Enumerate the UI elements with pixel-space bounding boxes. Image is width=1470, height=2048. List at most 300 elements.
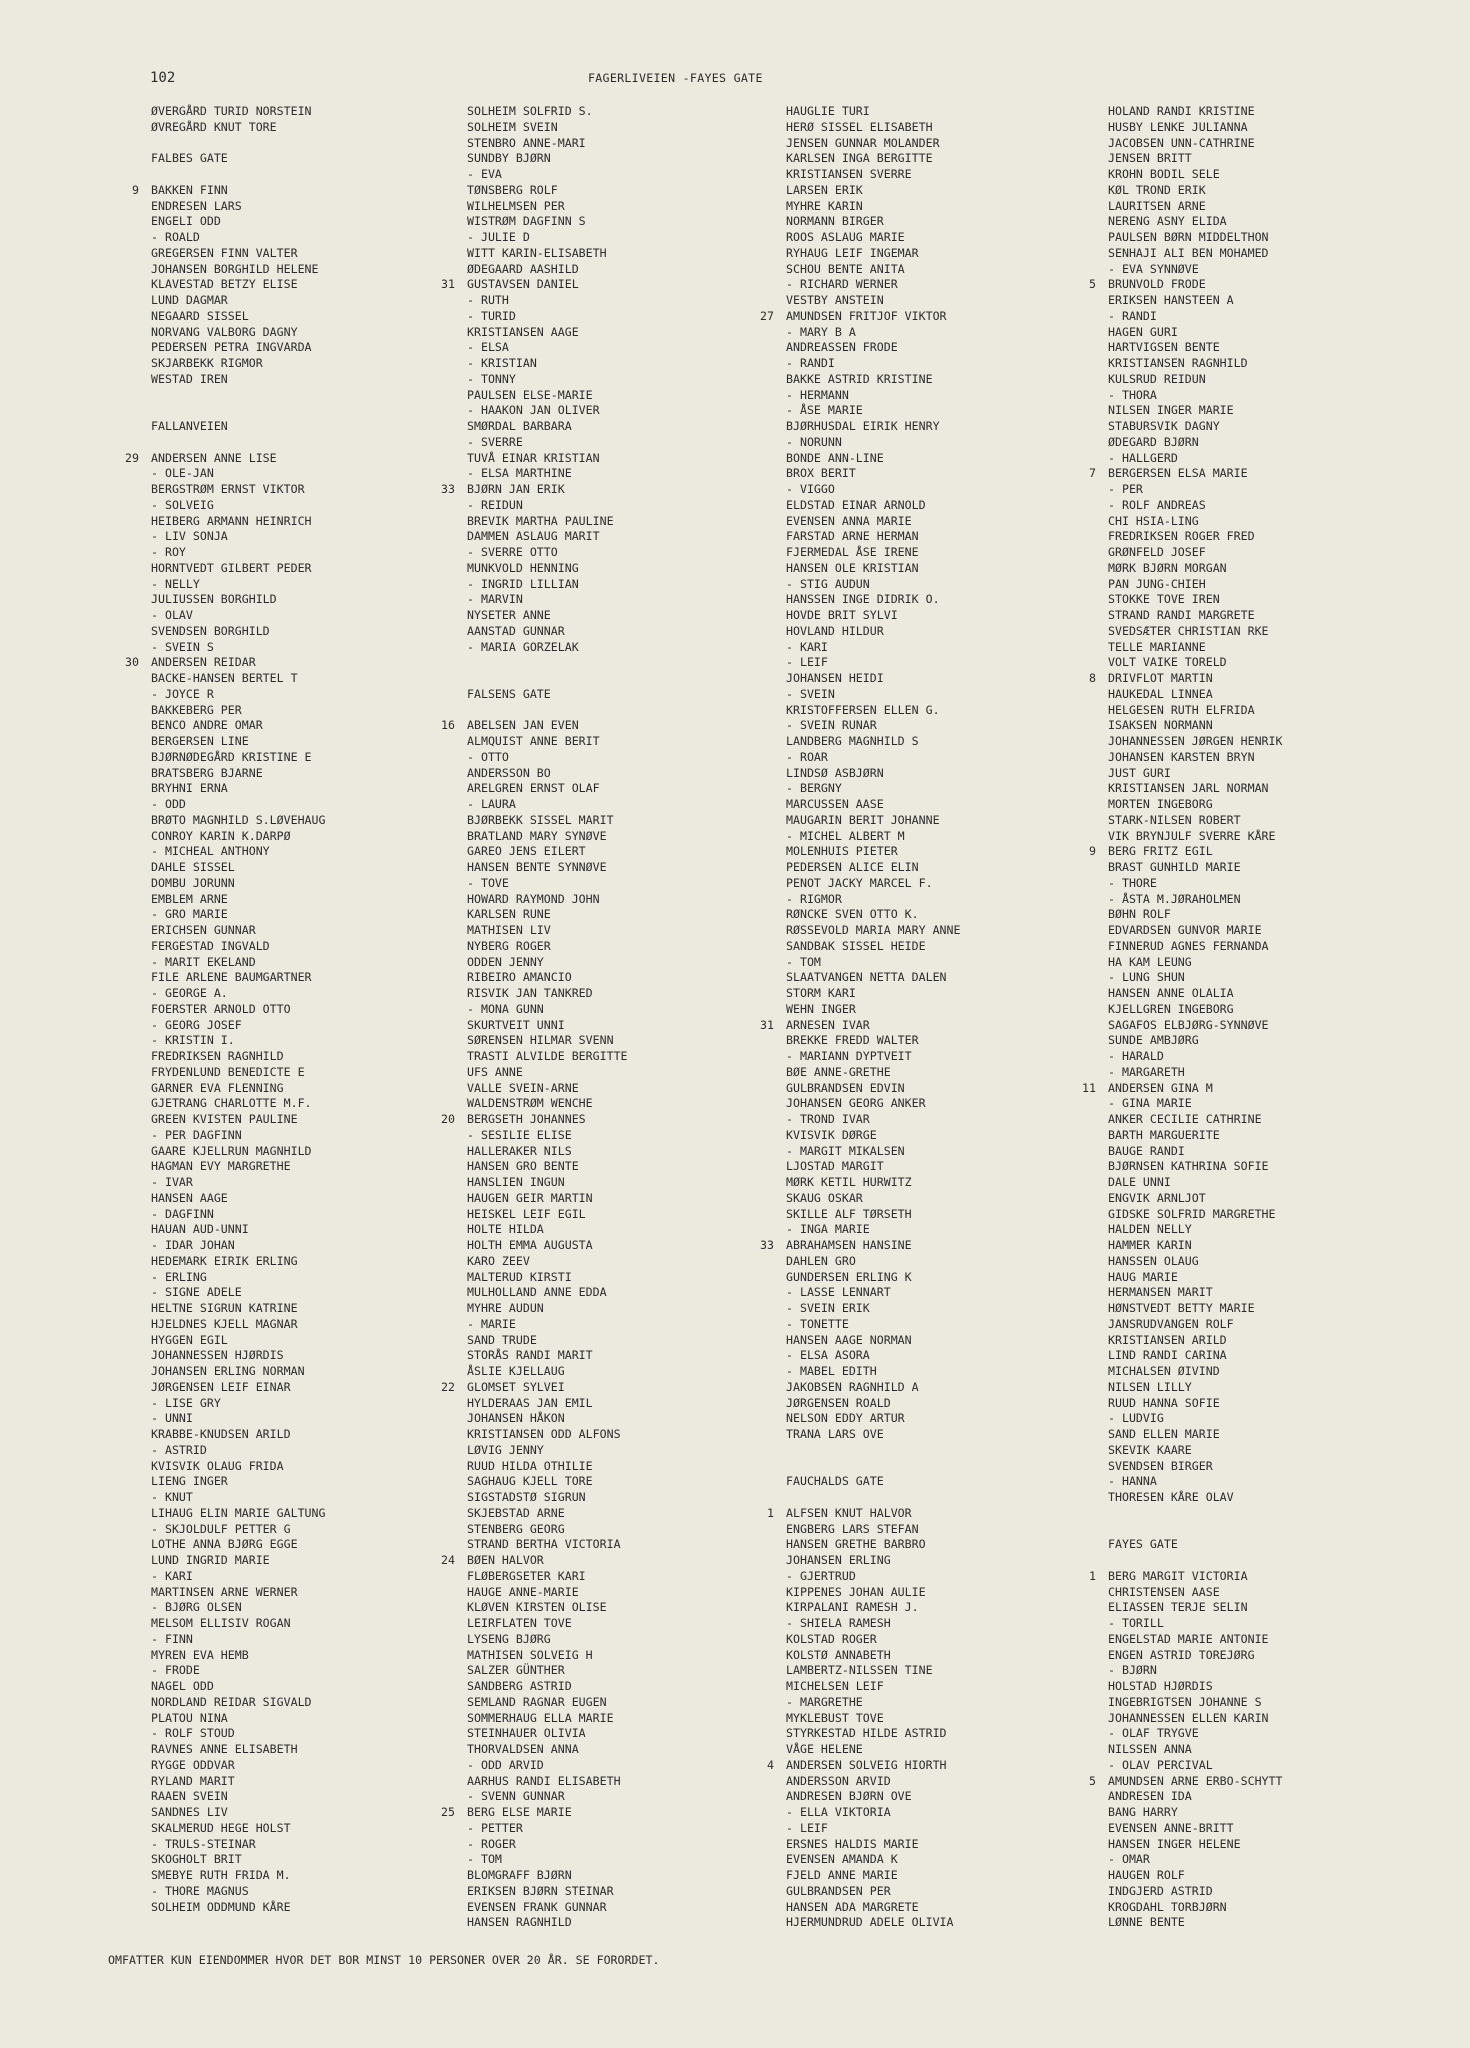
resident-name: ALMQUIST ANNE BERIT <box>467 734 600 748</box>
resident-name: LEIRFLATEN TOVE <box>467 1616 572 1630</box>
resident-name: CHI HSIA-LING <box>1108 513 1199 528</box>
resident-name: - OLAV PERCIVAL <box>1108 1757 1213 1772</box>
resident-entry <box>1072 718 1402 734</box>
resident-entry <box>431 1490 761 1506</box>
resident-name: - FRODE <box>151 1663 200 1678</box>
resident-name: - EVA SYNNØVE <box>1108 261 1199 276</box>
resident-name: CONROY KARIN K.DARPØ <box>151 828 291 843</box>
resident-entry <box>431 561 761 577</box>
resident-name: HARTVIGSEN BENTE <box>1108 340 1220 355</box>
resident-name: BREVIK MARTHA PAULINE <box>467 513 614 528</box>
resident-entry <box>1072 939 1402 955</box>
resident-entry <box>1072 1585 1402 1601</box>
street-heading: FALLANVEIEN <box>151 419 228 433</box>
resident-name: - ODD ARVID <box>467 1757 544 1772</box>
resident-name: JACOBSEN UNN-CATHRINE <box>1108 135 1255 150</box>
resident-name: MORTEN INGEBORG <box>1108 797 1213 811</box>
resident-name: ELDSTAD EINAR ARNOLD <box>786 497 926 512</box>
resident-name: GULBRANDSEN PER <box>786 1883 891 1898</box>
resident-entry <box>431 955 761 971</box>
resident-household-member <box>115 1569 445 1585</box>
resident-entry <box>431 199 761 215</box>
resident-entry <box>431 104 761 120</box>
resident-name: RØNCKE SVEN OTTO K. <box>786 907 919 922</box>
resident-name: FREDRIKSEN RAGNHILD <box>151 1049 284 1063</box>
resident-household-member <box>1072 876 1402 892</box>
resident-entry <box>115 214 445 230</box>
resident-name: JULIUSSEN BORGHILD <box>151 592 277 607</box>
resident-entry <box>431 1585 761 1601</box>
resident-entry <box>431 419 761 435</box>
resident-name: ANDERSEN GINA M <box>1108 1080 1213 1095</box>
resident-name: - KNUT <box>151 1490 193 1504</box>
resident-entry <box>1072 561 1402 577</box>
resident-household-member <box>750 325 1080 341</box>
resident-entry <box>115 514 445 530</box>
resident-name: ARELGREN ERNST OLAF <box>467 781 600 796</box>
resident-entry <box>1072 1112 1402 1128</box>
column-2 <box>431 104 761 1931</box>
resident-name: STENBERG GEORG <box>467 1521 565 1536</box>
resident-entry <box>750 514 1080 530</box>
resident-name: - TRULS-STEINAR <box>151 1836 256 1851</box>
house-number: 31 <box>760 1017 774 1032</box>
resident-household-member <box>750 781 1080 797</box>
resident-name: JOHANNESSEN JØRGEN HENRIK <box>1108 734 1283 748</box>
resident-entry <box>115 1742 445 1758</box>
resident-entry <box>1072 1018 1402 1034</box>
resident-entry <box>431 262 761 278</box>
resident-name: AMUNDSEN ARNE ERBO-SCHYTT <box>1108 1773 1283 1788</box>
resident-entry <box>1072 907 1402 923</box>
resident-name: LANDBERG MAGNHILD S <box>786 734 919 748</box>
resident-household-member <box>431 372 761 388</box>
resident-entry <box>750 120 1080 136</box>
resident-name: - LUDVIG <box>1108 1411 1164 1426</box>
footnote: OMFATTER KUN EIENDOMMER HVOR DET BOR MINST 10 PERSONER OVER 20 ÅR. SE FORORDET. <box>108 1953 660 1967</box>
resident-name: MARTINSEN ARNE WERNER <box>151 1584 298 1599</box>
resident-name: BERGSETH JOHANNES <box>467 1112 586 1126</box>
resident-name: KROGDAHL TORBJØRN <box>1108 1899 1227 1914</box>
resident-household-member <box>115 1238 445 1254</box>
resident-name: LAURITSEN ARNE <box>1108 198 1206 213</box>
resident-entry <box>1072 435 1402 451</box>
resident-entry <box>431 1600 761 1616</box>
resident-household-member <box>750 640 1080 656</box>
resident-household-member <box>115 1270 445 1286</box>
resident-entry <box>750 844 1080 860</box>
resident-name: - SVENN GUNNAR <box>467 1789 565 1804</box>
resident-entry <box>1072 1679 1402 1695</box>
house-number: 5 <box>1089 1773 1096 1788</box>
resident-name: JOHANSEN BORGHILD HELENE <box>151 261 319 276</box>
resident-entry <box>431 1144 761 1160</box>
resident-name: VOLT VAIKE TORELD <box>1108 655 1227 670</box>
resident-entry <box>1072 403 1402 419</box>
resident-entry <box>115 813 445 829</box>
resident-name: - HALLGERD <box>1108 450 1178 465</box>
resident-name: NERENG ASNY ELIDA <box>1108 214 1227 229</box>
resident-entry <box>750 860 1080 876</box>
resident-name: - SHIELA RAMESH <box>786 1616 891 1630</box>
resident-name: HOLAND RANDI KRISTINE <box>1108 104 1255 118</box>
resident-entry <box>431 907 761 923</box>
resident-entry <box>750 1742 1080 1758</box>
resident-entry <box>115 1774 445 1790</box>
resident-entry <box>1072 844 1402 860</box>
resident-entry <box>115 340 445 356</box>
resident-household-member <box>115 687 445 703</box>
resident-name: NILSEN INGER MARIE <box>1108 403 1234 418</box>
resident-name: MØRK BJØRN MORGAN <box>1108 560 1227 575</box>
resident-entry <box>750 545 1080 561</box>
resident-household-member <box>431 1002 761 1018</box>
resident-entry <box>431 781 761 797</box>
resident-entry <box>750 1175 1080 1191</box>
resident-name: ENGELSTAD MARIE ANTONIE <box>1108 1631 1269 1646</box>
resident-entry <box>1072 214 1402 230</box>
resident-name: ENGBERG LARS STEFAN <box>786 1521 919 1536</box>
spacer <box>750 1490 1080 1506</box>
resident-entry <box>750 1537 1080 1553</box>
resident-entry <box>1072 1805 1402 1821</box>
resident-entry <box>1072 120 1402 136</box>
resident-household-member <box>1072 1065 1402 1081</box>
resident-name: JØRGENSEN LEIF EINAR <box>151 1379 291 1394</box>
resident-entry <box>1072 923 1402 939</box>
resident-name: BERG ELSE MARIE <box>467 1805 572 1819</box>
resident-name: ANKER CECILIE CATHRINE <box>1108 1112 1262 1126</box>
resident-entry <box>431 1774 761 1790</box>
resident-name: - ELLA VIKTORIA <box>786 1805 891 1819</box>
resident-name: GUSTAVSEN DANIEL <box>467 277 579 292</box>
resident-entry <box>115 1222 445 1238</box>
resident-name: BONDE ANN-LINE <box>786 450 884 465</box>
resident-entry <box>431 923 761 939</box>
resident-household-member <box>1072 1474 1402 1490</box>
resident-name: - LEIF <box>786 655 828 670</box>
resident-name: HJELDNES KJELL MAGNAR <box>151 1316 298 1331</box>
resident-household-member <box>431 1852 761 1868</box>
resident-entry <box>115 1459 445 1475</box>
resident-household-member <box>750 1301 1080 1317</box>
resident-name: ANDERSEN REIDAR <box>151 655 256 670</box>
resident-entry <box>115 561 445 577</box>
resident-entry <box>750 1553 1080 1569</box>
page-number: 102 <box>150 70 176 86</box>
resident-name: DAHLE SISSEL <box>151 860 235 874</box>
resident-name: LIHAUG ELIN MARIE GALTUNG <box>151 1505 326 1520</box>
resident-household-member <box>115 545 445 561</box>
house-number: 29 <box>125 450 139 465</box>
resident-entry <box>431 1459 761 1475</box>
resident-household-member <box>115 1837 445 1853</box>
resident-entry <box>115 325 445 341</box>
resident-entry <box>115 1805 445 1821</box>
resident-name: STOKKE TOVE IREN <box>1108 592 1220 607</box>
resident-name: SOLHEIM ODDMUND KÅRE <box>151 1899 291 1914</box>
resident-entry <box>115 624 445 640</box>
resident-entry <box>1072 151 1402 167</box>
resident-name: - SVEIN <box>786 686 835 701</box>
resident-name: HAGMAN EVY MARGRETHE <box>151 1159 291 1174</box>
resident-household-member <box>1072 262 1402 278</box>
resident-entry <box>115 277 445 293</box>
resident-entry <box>750 136 1080 152</box>
resident-entry <box>115 1191 445 1207</box>
resident-name: LØVIG JENNY <box>467 1442 544 1457</box>
resident-name: HALLERAKER NILS <box>467 1143 572 1158</box>
resident-entry <box>1072 1695 1402 1711</box>
resident-household-member <box>115 577 445 593</box>
resident-name: BARTH MARGUERITE <box>1108 1127 1220 1142</box>
resident-name: - MARGARETH <box>1108 1064 1185 1079</box>
resident-entry <box>1072 104 1402 120</box>
resident-entry <box>750 293 1080 309</box>
resident-name: - HERMANN <box>786 387 849 402</box>
resident-entry <box>115 750 445 766</box>
resident-entry <box>1072 1364 1402 1380</box>
resident-entry <box>431 514 761 530</box>
resident-name: ARNESEN IVAR <box>786 1017 870 1032</box>
resident-entry <box>431 939 761 955</box>
resident-entry <box>1072 1033 1402 1049</box>
resident-name: - ROLF ANDREAS <box>1108 497 1206 512</box>
resident-entry <box>431 1285 761 1301</box>
resident-household-member <box>115 1884 445 1900</box>
resident-entry <box>750 1096 1080 1112</box>
resident-entry <box>431 1207 761 1223</box>
resident-entry <box>750 561 1080 577</box>
resident-household-member <box>431 1789 761 1805</box>
resident-entry <box>750 1207 1080 1223</box>
resident-name: SLAATVANGEN NETTA DALEN <box>786 970 947 985</box>
resident-name: RAVNES ANNE ELISABETH <box>151 1742 298 1756</box>
resident-entry <box>115 1144 445 1160</box>
resident-entry <box>115 1585 445 1601</box>
resident-name: HEISKEL LEIF EGIL <box>467 1206 586 1221</box>
resident-name: GREGERSEN FINN VALTER <box>151 245 298 260</box>
resident-name: INGEBRIGTSEN JOHANNE S <box>1108 1694 1262 1709</box>
resident-name: ERSNES HALDIS MARIE <box>786 1836 919 1851</box>
resident-name: VESTBY ANSTEIN <box>786 293 884 307</box>
resident-name: - SIGNE ADELE <box>151 1285 242 1300</box>
resident-entry <box>750 1333 1080 1349</box>
resident-household-member <box>115 986 445 1002</box>
resident-household-member <box>115 907 445 923</box>
resident-name: SKURTVEIT UNNI <box>467 1017 565 1032</box>
resident-household-member <box>750 1569 1080 1585</box>
resident-name: - IDAR JOHAN <box>151 1238 235 1252</box>
resident-entry <box>431 1081 761 1097</box>
resident-entry <box>1072 766 1402 782</box>
resident-name: - BJØRG OLSEN <box>151 1600 242 1615</box>
resident-name: - TOM <box>786 954 821 969</box>
resident-entry <box>750 592 1080 608</box>
house-number: 33 <box>760 1238 774 1252</box>
resident-name: MØRK KETIL HURWITZ <box>786 1175 912 1189</box>
resident-name: - STIG AUDUN <box>786 576 870 591</box>
resident-entry <box>1072 592 1402 608</box>
resident-household-member <box>750 1348 1080 1364</box>
resident-name: LARSEN ERIK <box>786 182 863 197</box>
resident-name: SAND ELLEN MARIE <box>1108 1427 1220 1441</box>
resident-name: TØNSBERG ROLF <box>467 182 558 197</box>
resident-name: BØHN ROLF <box>1108 907 1171 922</box>
resident-name: - SVERRE <box>467 434 523 449</box>
resident-entry <box>115 1900 445 1916</box>
resident-name: KRISTIANSEN JARL NORMAN <box>1108 781 1269 796</box>
resident-name: HAUKEDAL LINNEA <box>1108 686 1213 701</box>
resident-entry <box>431 1065 761 1081</box>
resident-name: KVISVIK OLAUG FRIDA <box>151 1458 284 1473</box>
resident-name: BJØRNØDEGÅRD KRISTINE E <box>151 749 312 764</box>
resident-name: SEMLAND RAGNAR EUGEN <box>467 1694 607 1709</box>
resident-entry <box>1072 813 1402 829</box>
resident-entry <box>431 892 761 908</box>
resident-name: - TORILL <box>1108 1616 1164 1630</box>
resident-entry <box>1072 1648 1402 1664</box>
resident-name: BJØRNSEN KATHRINA SOFIE <box>1108 1159 1269 1174</box>
resident-entry <box>750 1600 1080 1616</box>
spacer <box>115 388 445 404</box>
resident-entry <box>1072 1459 1402 1475</box>
resident-name: FREDRIKSEN ROGER FRED <box>1108 529 1255 544</box>
resident-name: - TURID <box>467 308 516 323</box>
resident-name: WITT KARIN-ELISABETH <box>467 245 607 260</box>
resident-entry <box>431 1884 761 1900</box>
resident-entry <box>115 1112 445 1128</box>
resident-entry <box>750 372 1080 388</box>
resident-name: ANDREASSEN FRODE <box>786 340 898 355</box>
resident-entry <box>431 624 761 640</box>
resident-name: STEINHAUER OLIVIA <box>467 1726 586 1741</box>
resident-name: HANSEN AAGE NORMAN <box>786 1332 912 1347</box>
resident-entry <box>750 1663 1080 1679</box>
resident-entry <box>431 1569 761 1585</box>
resident-entry <box>1072 860 1402 876</box>
resident-entry <box>431 1222 761 1238</box>
resident-name: RIBEIRO AMANCIO <box>467 970 572 985</box>
resident-entry <box>431 1900 761 1916</box>
resident-entry <box>115 766 445 782</box>
resident-name: KRISTIANSEN AAGE <box>467 324 579 339</box>
resident-entry <box>431 1537 761 1553</box>
resident-name: JOHANNESSEN HJØRDIS <box>151 1348 284 1363</box>
resident-name: NORMANN BIRGER <box>786 214 884 229</box>
resident-entry <box>1072 1238 1402 1254</box>
resident-name: PEDERSEN ALICE ELIN <box>786 860 919 874</box>
resident-name: FJERMEDAL ÅSE IRENE <box>786 545 919 559</box>
resident-name: HEIBERG ARMANN HEINRICH <box>151 513 312 528</box>
resident-name: SANDBERG ASTRID <box>467 1679 572 1693</box>
resident-entry <box>750 797 1080 813</box>
house-number: 9 <box>132 182 139 197</box>
resident-entry <box>115 1852 445 1868</box>
resident-entry <box>750 1380 1080 1396</box>
resident-household-member <box>750 482 1080 498</box>
resident-entry <box>115 718 445 734</box>
resident-name: - ELSA <box>467 340 509 355</box>
resident-entry <box>431 813 761 829</box>
resident-name: - RANDI <box>1108 308 1157 323</box>
resident-household-member <box>431 1128 761 1144</box>
resident-name: SAGHAUG KJELL TORE <box>467 1474 593 1489</box>
resident-name: LINDSØ ASBJØRN <box>786 765 884 780</box>
resident-entry <box>431 1915 761 1931</box>
resident-household-member <box>115 1128 445 1144</box>
spacer <box>1072 1553 1402 1569</box>
resident-name: BROX BERIT <box>786 466 856 481</box>
resident-name: - HANNA <box>1108 1474 1157 1489</box>
resident-name: CHRISTENSEN AASE <box>1108 1584 1220 1599</box>
resident-entry <box>1072 1348 1402 1364</box>
resident-entry <box>431 529 761 545</box>
resident-entry <box>1072 199 1402 215</box>
spacer <box>750 1459 1080 1475</box>
resident-name: - PER <box>1108 482 1143 496</box>
resident-household-member <box>431 435 761 451</box>
house-number: 30 <box>125 655 139 670</box>
resident-entry <box>750 1900 1080 1916</box>
resident-name: - OLAV <box>151 608 193 622</box>
resident-name: HANSEN GRO BENTE <box>467 1159 579 1174</box>
resident-name: GULBRANDSEN EDVIN <box>786 1080 905 1095</box>
resident-household-member <box>431 167 761 183</box>
resident-name: ANDERSSON BO <box>467 765 551 780</box>
resident-entry <box>431 482 761 498</box>
resident-name: STENBRO ANNE-MARI <box>467 135 586 150</box>
resident-entry <box>431 766 761 782</box>
street-heading: FALBES GATE <box>151 151 228 166</box>
resident-entry <box>1072 1002 1402 1018</box>
resident-entry <box>115 1679 445 1695</box>
resident-household-member <box>115 230 445 246</box>
resident-entry <box>431 1396 761 1412</box>
resident-entry <box>1072 1742 1402 1758</box>
resident-name: TELLE MARIANNE <box>1108 639 1206 654</box>
resident-entry <box>115 1506 445 1522</box>
resident-household-member <box>1072 892 1402 908</box>
resident-entry <box>115 482 445 498</box>
resident-name: - GEORG JOSEF <box>151 1017 242 1032</box>
resident-household-member <box>1072 1049 1402 1065</box>
resident-entry <box>115 1159 445 1175</box>
resident-name: - OMAR <box>1108 1852 1150 1867</box>
spacer <box>115 167 445 183</box>
resident-household-member <box>750 277 1080 293</box>
resident-name: SKALMERUD HEGE HOLST <box>151 1820 291 1835</box>
resident-name: SALZER GÜNTHER <box>467 1663 565 1678</box>
resident-name: - OLE-JAN <box>151 466 214 481</box>
resident-name: SOMMERHAUG ELLA MARIE <box>467 1710 614 1725</box>
resident-entry <box>750 151 1080 167</box>
resident-name: HANSSEN OLAUG <box>1108 1253 1199 1268</box>
resident-name: - ELSA MARTHINE <box>467 466 572 481</box>
resident-entry <box>431 1616 761 1632</box>
resident-name: FILE ARLENE BAUMGARTNER <box>151 970 312 985</box>
resident-household-member <box>115 1207 445 1223</box>
resident-name: SMEBYE RUTH FRIDA M. <box>151 1868 291 1882</box>
resident-entry <box>1072 687 1402 703</box>
resident-name: JUST GURI <box>1108 765 1171 780</box>
spacer <box>431 671 761 687</box>
resident-name: BØE ANNE-GRETHE <box>786 1064 891 1079</box>
resident-entry <box>750 230 1080 246</box>
resident-name: FINNERUD AGNES FERNANDA <box>1108 938 1269 953</box>
resident-household-member <box>115 955 445 971</box>
resident-name: - HAAKON JAN OLIVER <box>467 403 600 418</box>
